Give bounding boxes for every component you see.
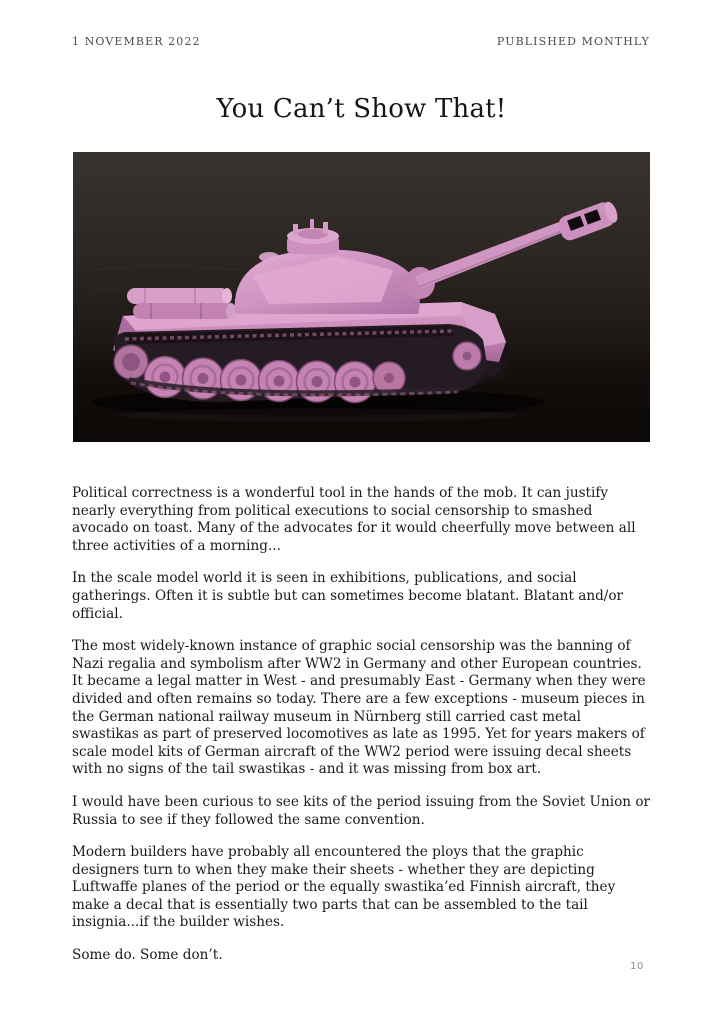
publication-frequency-label: PUBLISHED MONTHLY bbox=[496, 35, 650, 48]
article-title: You Can’t Show That! bbox=[216, 94, 507, 124]
article-photo bbox=[73, 152, 650, 442]
page-number: 10 bbox=[630, 961, 644, 972]
pink-tank-illustration bbox=[73, 152, 650, 442]
article-paragraph: I would have been curious to see kits of the period issuing from the Soviet Union or Russia to see if they followed the same convention. bbox=[72, 793, 651, 828]
article-paragraph: In the scale model world it is seen in exhibitions, publications, and social gatherings. Often it is subtle but can sometimes become blatant. Blatant and/or official. bbox=[72, 570, 624, 622]
article-paragraph: Some do. Some don’t. bbox=[72, 947, 223, 964]
article-paragraph: Political correctness is a wonderful tool in the hands of the mob. It can justify nearly everything from political executions to social censorship to smashed avocado on toast. Many of the advocates for it would cheerfully move between all three activities of a morning... bbox=[72, 485, 636, 554]
article-body bbox=[72, 485, 651, 980]
article-paragraph: Modern builders have probably all encountered the ploys that the graphic designers turn to when they make their sheets - whether they are depicting Luftwaffe planes of the period or the equally swastika’ed Finnish aircraft, they make a decal that is essentially two parts that can be assembled to the tail insignia...if the builder wishes. bbox=[72, 844, 616, 931]
issue-date-label: 1 NOVEMBER 2022 bbox=[72, 35, 201, 48]
page-header bbox=[72, 36, 650, 47]
article-paragraph: The most widely-known instance of graphic social censorship was the banning of Nazi regalia and symbolism after WW2 in Germany and other European countries. It became a legal matter in West - and presumably East - Germany when they were divided and often remains so today. There are a few exceptions - museum pieces in the German national railway museum in Nürnberg still carried cast metal swastikas as part of preserved locomotives as late as 1995. Yet for years makers of scale model kits of German aircraft of the WW2 period were issuing decal sheets with no signs of the tail swastikas - and it was missing from box art. bbox=[72, 638, 646, 778]
